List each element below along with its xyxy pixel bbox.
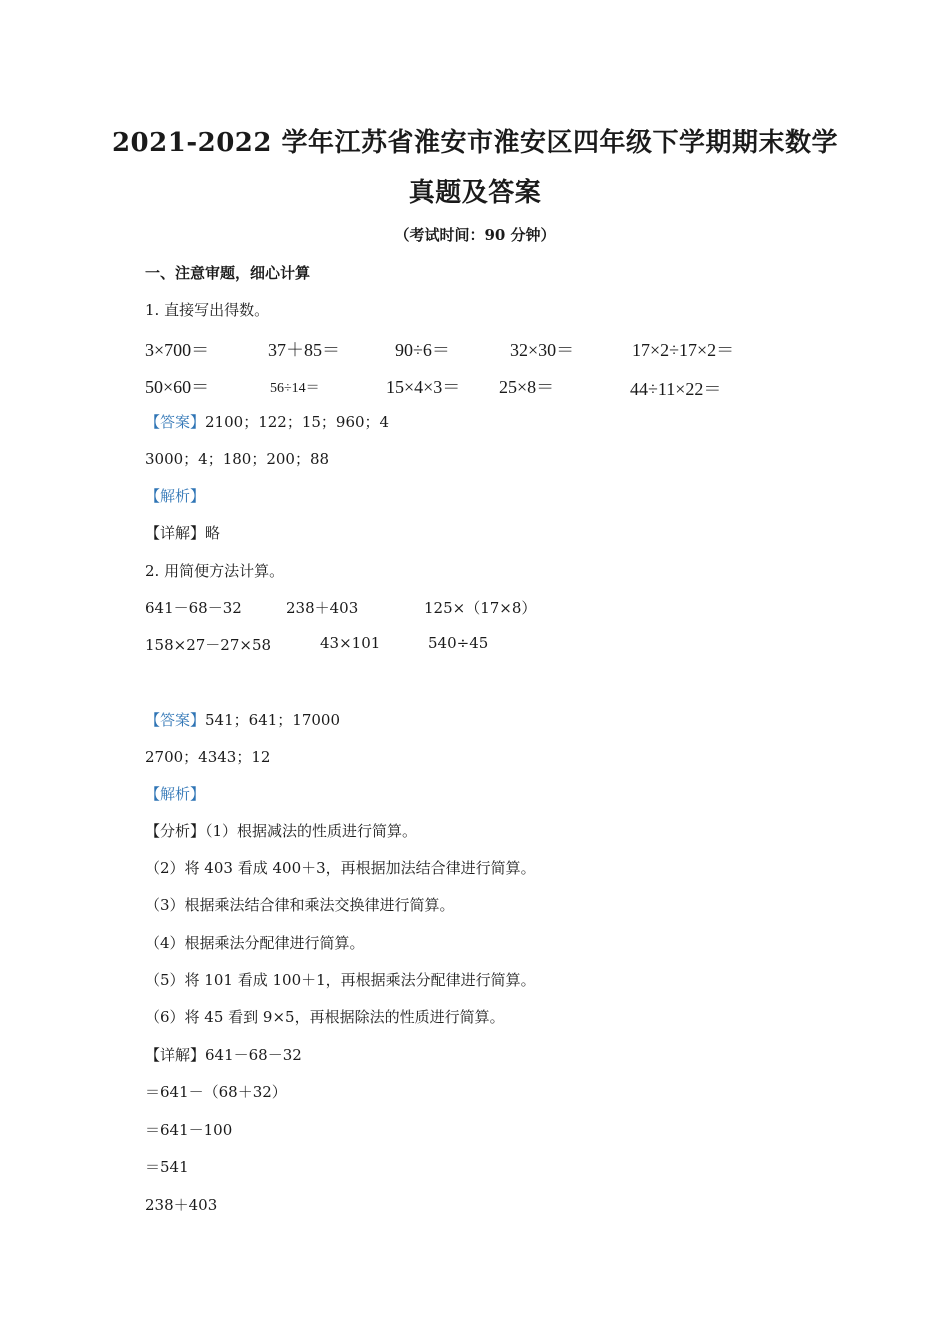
- q2-expression: 238＋403: [286, 599, 359, 617]
- q2-answer-line-2: 2700；4343；12: [145, 748, 271, 766]
- q2-work-line: ＝641－100: [145, 1121, 233, 1139]
- q1-detail: 【详解】略: [145, 524, 221, 542]
- section-heading: 一、注意审题，细心计算: [145, 264, 311, 282]
- q1-expression: 44÷11×22＝: [630, 379, 722, 399]
- q2-analysis-step: （2）将 403 看成 400＋3，再根据加法结合律进行简算。: [145, 859, 536, 877]
- q2-expression: 641－68－32: [145, 599, 242, 617]
- q1-expression: 37＋85＝: [268, 340, 340, 360]
- q1-expression: 3×700＝: [145, 340, 210, 360]
- q2-analysis: 【分析】（1）根据减法的性质进行简算。: [145, 822, 418, 840]
- q2-work-line: ＝641－（68＋32）: [145, 1083, 287, 1101]
- document-title-line2: 真题及答案: [408, 178, 542, 208]
- q2-analysis-step: （5）将 101 看成 100＋1，再根据乘法分配律进行简算。: [145, 971, 536, 989]
- q2-expression: 540÷45: [428, 634, 489, 652]
- q2-expression: 158×27－27×58: [145, 636, 272, 654]
- exam-time-subtitle: （考试时间：90 分钟）: [394, 226, 556, 244]
- q1-answer-line: [145, 411, 389, 432]
- q2-analysis-step: （3）根据乘法结合律和乘法交换律进行简算。: [145, 896, 455, 914]
- answer-text: 541；641；17000: [205, 711, 340, 729]
- q1-expression: 90÷6＝: [395, 340, 450, 360]
- analysis-tag: 【解析】: [145, 785, 206, 803]
- q2-work-line: 238＋403: [145, 1196, 218, 1214]
- q1-expression: 56÷14＝: [270, 381, 320, 396]
- q2-answer-line: [145, 709, 340, 730]
- analysis-tag: 【解析】: [145, 487, 206, 505]
- answer-tag: 【答案】: [145, 413, 206, 431]
- q1-expression: 17×2÷17×2＝: [632, 340, 735, 360]
- q2-expression: 43×101: [320, 634, 381, 652]
- q2-analysis-step: （6）将 45 看到 9×5，再根据除法的性质进行简算。: [145, 1008, 505, 1026]
- question-1-prompt: 1. 直接写出得数。: [145, 301, 270, 319]
- q2-detail: 【详解】641－68－32: [145, 1046, 302, 1064]
- answer-text: 2100；122；15；960；4: [205, 413, 390, 431]
- q2-work-line: ＝541: [145, 1158, 189, 1176]
- q1-expression: 50×60＝: [145, 377, 210, 397]
- q1-expression: 25×8＝: [499, 377, 555, 397]
- answer-tag: 【答案】: [145, 711, 206, 729]
- q1-expression: 32×30＝: [510, 340, 575, 360]
- q2-analysis-step: （4）根据乘法分配律进行简算。: [145, 934, 365, 952]
- q2-expression: 125×（17×8）: [424, 599, 537, 617]
- q1-expression: 15×4×3＝: [386, 377, 461, 397]
- document-title-line1: 2021-2022 学年江苏省淮安市淮安区四年级下学期期末数学: [111, 128, 839, 158]
- q1-answer-line-2: 3000；4；180；200；88: [145, 450, 330, 468]
- question-2-prompt: 2. 用简便方法计算。: [145, 562, 285, 580]
